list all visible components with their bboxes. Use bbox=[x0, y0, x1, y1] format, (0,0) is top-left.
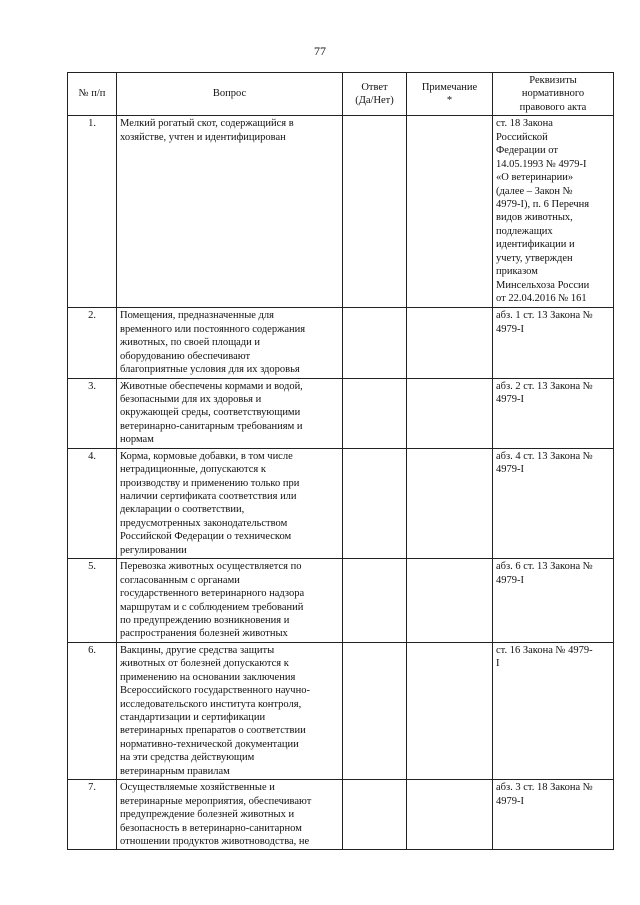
header-requisites: Реквизиты нормативного правового акта bbox=[493, 73, 614, 116]
row-number: 7. bbox=[68, 780, 117, 850]
row-note-cell bbox=[407, 116, 493, 308]
row-number: 3. bbox=[68, 378, 117, 448]
row-requisites: ст. 18 Закона Российской Федерации от 14.05.1993 № 4979-I «О ветеринарии» (далее – Закон № 4979-I), п. 6 Перечня видов животных, подлежащих идентификации и учету, утвержден приказом Минсельхоза России от 22.04.2016 № 161 bbox=[493, 116, 614, 308]
row-number: 1. bbox=[68, 116, 117, 308]
row-answer-cell bbox=[343, 448, 407, 559]
row-question: Помещения, предназначенные для временного или постоянного содержания животных, по своей площади и оборудованию обеспечивают благоприятные условия для их здоровья bbox=[117, 308, 343, 378]
table-row bbox=[68, 448, 614, 559]
row-question: Животные обеспечены кормами и водой, безопасными для их здоровья и окружающей среды, соответствующими ветеринарно-санитарным требованиям и нормам bbox=[117, 378, 343, 448]
row-note-cell bbox=[407, 308, 493, 378]
row-question: Перевозка животных осуществляется по согласованным с органами государственного ветеринарного надзора маршрутам и с соблюдением требований по предупреждению возникновения и распространения болезней животных bbox=[117, 559, 343, 643]
checklist-table bbox=[67, 72, 614, 850]
row-note-cell bbox=[407, 559, 493, 643]
row-answer-cell bbox=[343, 780, 407, 850]
row-note-cell bbox=[407, 642, 493, 779]
header-num: № п/п bbox=[68, 73, 117, 116]
table-row bbox=[68, 308, 614, 378]
row-answer-cell bbox=[343, 642, 407, 779]
row-answer-cell bbox=[343, 378, 407, 448]
table-row bbox=[68, 780, 614, 850]
page-number: 77 bbox=[314, 44, 326, 58]
table-header-row bbox=[68, 73, 614, 116]
row-number: 6. bbox=[68, 642, 117, 779]
row-requisites: ст. 16 Закона № 4979- I bbox=[493, 642, 614, 779]
row-note-cell bbox=[407, 780, 493, 850]
row-requisites: абз. 2 ст. 13 Закона № 4979-I bbox=[493, 378, 614, 448]
row-number: 2. bbox=[68, 308, 117, 378]
row-note-cell bbox=[407, 378, 493, 448]
row-requisites: абз. 3 ст. 18 Закона № 4979-I bbox=[493, 780, 614, 850]
row-question: Мелкий рогатый скот, содержащийся в хозяйстве, учтен и идентифицирован bbox=[117, 116, 343, 308]
row-requisites: абз. 1 ст. 13 Закона № 4979-I bbox=[493, 308, 614, 378]
row-requisites: абз. 6 ст. 13 Закона № 4979-I bbox=[493, 559, 614, 643]
row-answer-cell bbox=[343, 308, 407, 378]
table-row bbox=[68, 116, 614, 308]
table-row bbox=[68, 642, 614, 779]
row-question: Корма, кормовые добавки, в том числе нетрадиционные, допускаются к производству и применению только при наличии сертификата соответствия или декларации о соответствии, предусмотренных законодательством Российской Федерации о техническом регулировании bbox=[117, 448, 343, 559]
table-row bbox=[68, 378, 614, 448]
row-number: 4. bbox=[68, 448, 117, 559]
row-note-cell bbox=[407, 448, 493, 559]
row-requisites: абз. 4 ст. 13 Закона № 4979-I bbox=[493, 448, 614, 559]
row-question: Осуществляемые хозяйственные и ветеринарные мероприятия, обеспечивают предупреждение болезней животных и безопасность в ветеринарно-санитарном отношении продуктов животноводства, не bbox=[117, 780, 343, 850]
row-answer-cell bbox=[343, 559, 407, 643]
table-row bbox=[68, 559, 614, 643]
row-question: Вакцины, другие средства защиты животных от болезней допускаются к применению на основании заключения Всероссийского государственного научно- исследовательского института контроля, стандартизации и сертификации ветеринарных препаратов о соответствии нормативно-технической документации на эти средства действующим ветеринарным правилам bbox=[117, 642, 343, 779]
row-number: 5. bbox=[68, 559, 117, 643]
header-answer: Ответ (Да/Нет) bbox=[343, 73, 407, 116]
header-note: Примечание * bbox=[407, 73, 493, 116]
header-question: Вопрос bbox=[117, 73, 343, 116]
row-answer-cell bbox=[343, 116, 407, 308]
